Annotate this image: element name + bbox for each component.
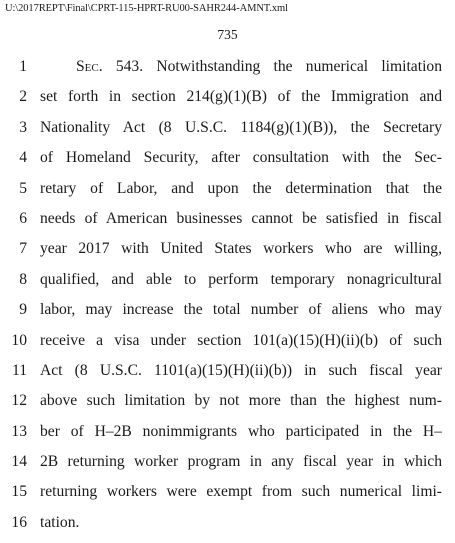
document-body [0, 56, 455, 542]
line-text: set forth in section 214(g)(1)(B) of the Immigration and [40, 88, 442, 106]
line-text: above such limitation by not more than the highest num- [40, 392, 442, 410]
line-number: 5 [19, 179, 27, 197]
line-number: 4 [19, 149, 27, 167]
text-line [0, 390, 455, 420]
line-number: 1 [19, 58, 27, 75]
line-number: 6 [19, 209, 27, 227]
line-number: 8 [19, 270, 27, 288]
line-number: 11 [11, 361, 27, 379]
line-number: 16 [11, 513, 27, 531]
line-text: retary of Labor, and upon the determination that the [40, 179, 442, 197]
text-line [0, 238, 455, 268]
line-text: tation. [40, 513, 80, 531]
line-number: 13 [11, 422, 27, 440]
text-line [0, 269, 455, 299]
text-line [0, 117, 455, 147]
text-line [0, 481, 455, 511]
text-line [0, 451, 455, 481]
line-text: of Homeland Security, after consultation with the Sec- [40, 149, 442, 167]
line-number: 10 [11, 331, 27, 349]
line-text: labor, may increase the total number of aliens who may [40, 301, 442, 319]
text-line [0, 330, 455, 360]
text-line [0, 299, 455, 329]
line-number: 15 [11, 483, 27, 501]
text-line [0, 147, 455, 177]
line-text: needs of American businesses cannot be satisfied in fiscal [40, 209, 442, 227]
line-text: 2B returning worker program in any fiscal year in which [40, 453, 442, 471]
line-number: 12 [11, 392, 27, 410]
page-number: 735 [217, 27, 238, 42]
text-line [0, 421, 455, 451]
text-line [0, 56, 455, 86]
line-text: returning workers were exempt from such numerical limi- [40, 483, 442, 501]
line-text: receive a visa under section 101(a)(15)(H)(ii)(b) of such [40, 331, 442, 349]
line-text: year 2017 with United States workers who are willing, [40, 240, 442, 258]
text-line [0, 512, 455, 542]
section-label: Sec. 543. [76, 58, 144, 75]
text-line [0, 178, 455, 208]
line-text [76, 56, 442, 78]
text-line [0, 208, 455, 238]
document-file-path: U:\2017REPT\Final\CPRT-115-HPRT-RU00-SAHR244-AMNT.xml [5, 3, 288, 14]
line-number: 9 [19, 301, 27, 319]
line-text: Nationality Act (8 U.S.C. 1184(g)(1)(B)), the Secretary [40, 118, 442, 136]
line-number: 14 [11, 453, 27, 471]
line-text: ber of H–2B nonimmigrants who participated in the H– [40, 422, 442, 440]
line-text: Act (8 U.S.C. 1101(a)(15)(H)(ii)(b)) in such fiscal year [40, 361, 442, 379]
line-text: qualified, and able to perform temporary nonagricultural [40, 270, 442, 288]
text-line [0, 360, 455, 390]
text-line [0, 86, 455, 116]
line-number: 7 [19, 240, 27, 258]
line-text-content: Notwithstanding the numerical limitation [156, 58, 442, 75]
line-number: 3 [19, 118, 27, 136]
line-number: 2 [19, 88, 27, 106]
